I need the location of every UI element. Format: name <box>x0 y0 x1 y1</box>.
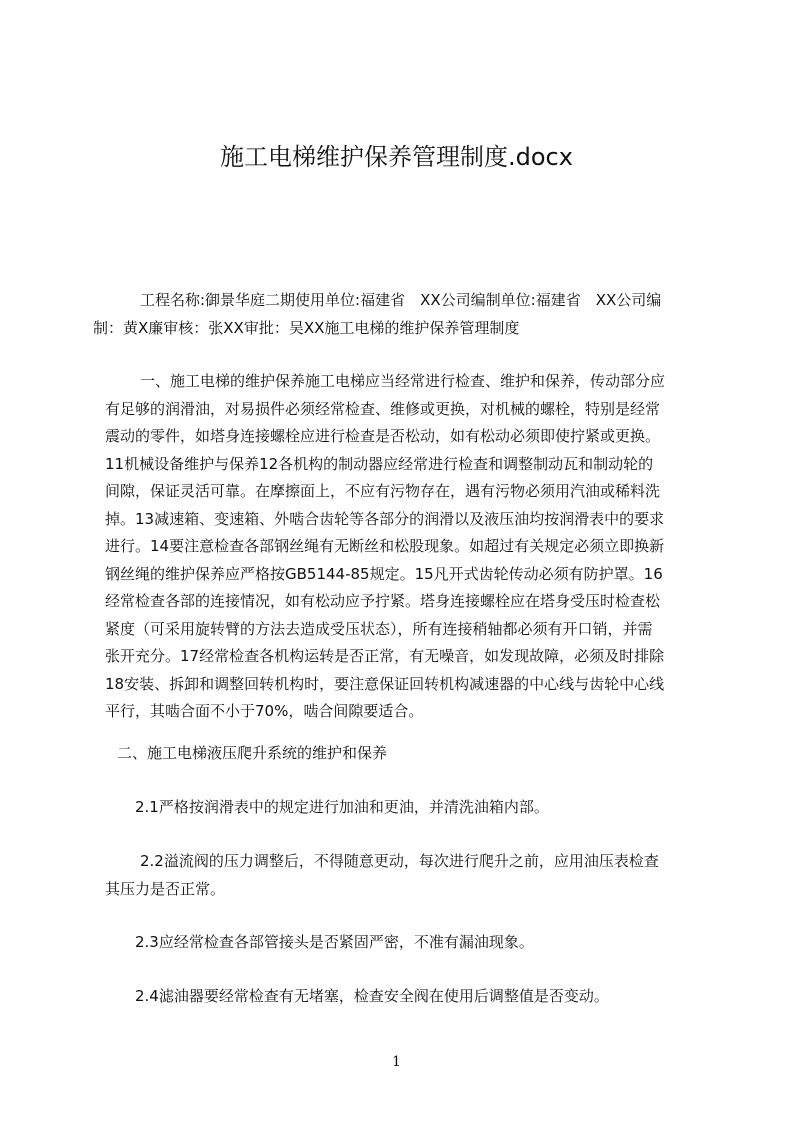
section1-line-8: 钢丝绳的维护保养应严格按GB5144-85规定。15凡开式齿轮传动必须有防护罩。16 <box>105 564 663 583</box>
item-2-2-line-1: 2.2溢流阀的压力调整后，不得随意更动，每次进行爬升之前，应用油压表检查 <box>140 852 659 870</box>
project-info-line-2: 制：黄X廉审核：张XX审批：吴XX施工电梯的维护保养管理制度 <box>93 318 520 337</box>
section1-line-11: 张开充分。17经常检查各机构运转是否正常，有无噪音，如发现故障，必须及时排除 <box>105 647 665 665</box>
item-2-2-line-2: 其压力是否正常。 <box>105 879 226 898</box>
document-title: 施工电梯维护保养管理制度.docx <box>220 143 573 171</box>
section1-line-2: 有足够的润滑油，对易损件必须经常检查、维修或更换，对机械的螺栓，特别是经常 <box>105 399 661 418</box>
section2-heading: 二、施工电梯液压爬升系统的维护和保养 <box>117 744 388 762</box>
section1-paragraph <box>105 368 700 726</box>
item-2-1: 2.1严格按润滑表中的规定进行加油和更油，并清洗油箱内部。 <box>135 798 549 816</box>
item-2-3: 2.3应经常检查各部管接头是否紧固严密，不准有漏油现象。 <box>135 933 534 951</box>
item-2-1-paragraph <box>105 794 700 822</box>
section1-line-7: 进行。14要注意检查各部钢丝绳有无断丝和松股现象。如超过有关规定必须立即换新 <box>105 537 665 555</box>
section1-line-1: 一、施工电梯的维护保养施工电梯应当经常进行检查、维护和保养，传动部分应 <box>140 372 666 390</box>
item-2-4: 2.4滤油器要经常检查有无堵塞，检查安全阀在使用后调整值是否变动。 <box>135 987 609 1005</box>
section1-line-5: 间隙，保证灵活可靠。在摩擦面上，不应有污物存在，遇有污物必须用汽油或稀料洗 <box>105 482 661 500</box>
section1-line-10: 紧度（可采用旋转臂的方法去造成受压状态），所有连接稍轴都必须有开口销，并需 <box>105 619 653 638</box>
section1-line-6: 掉。13减速箱、变速箱、外啮合齿轮等各部分的润滑以及液压油均按润滑表中的要求 <box>105 509 665 528</box>
section1-line-3: 震动的零件，如塔身连接螺栓应进行检查是否松动，如有松动必须即使拧紧或更换。 <box>105 427 661 445</box>
section1-line-13: 平行，其啮合面不小于70%，啮合间隙要适合。 <box>105 702 424 720</box>
project-info-paragraph <box>93 287 700 342</box>
item-2-3-paragraph <box>105 929 700 957</box>
item-2-4-paragraph <box>105 983 700 1011</box>
section1-line-12: 18安装、拆卸和调整回转机构时，要注意保证回转机构减速器的中心线与齿轮中心线 <box>105 674 665 693</box>
item-2-2-paragraph <box>105 848 700 903</box>
section1-line-9: 经常检查各部的连接情况，如有松动应予拧紧。塔身连接螺栓应在塔身受压时检查松 <box>105 592 661 610</box>
section1-line-4: 11机械设备维护与保养12各机构的制动器应经常进行检查和调整制动瓦和制动轮的 <box>105 454 654 473</box>
project-info-line-1: 工程名称:御景华庭二期使用单位:福建省 XX公司编制单位:福建省 XX公司编 <box>140 291 662 309</box>
page-number: 1 <box>392 1054 401 1070</box>
section2-heading-paragraph <box>105 740 700 768</box>
